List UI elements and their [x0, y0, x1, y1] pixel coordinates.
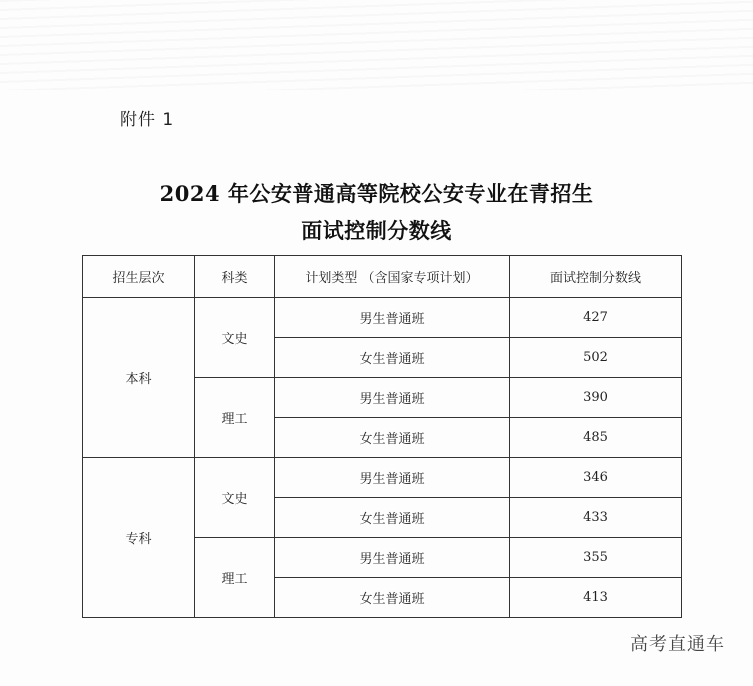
plan-cell: 男生普通班 — [275, 458, 510, 498]
score-table — [82, 255, 682, 618]
score-cell: 390 — [510, 378, 682, 418]
plan-cell: 女生普通班 — [275, 578, 510, 618]
page-bleed-texture — [0, 0, 753, 90]
plan-cell: 女生普通班 — [275, 498, 510, 538]
level-cell: 本科 — [83, 298, 195, 458]
subject-cell: 理工 — [195, 538, 275, 618]
score-cell: 346 — [510, 458, 682, 498]
document-title-line2: 面试控制分数线 — [301, 218, 452, 243]
header-level: 招生层次 — [83, 256, 195, 298]
score-cell: 502 — [510, 338, 682, 378]
score-cell: 413 — [510, 578, 682, 618]
table-header-row — [83, 256, 682, 298]
score-cell: 355 — [510, 538, 682, 578]
plan-cell: 男生普通班 — [275, 378, 510, 418]
header-plan-type: 计划类型 （含国家专项计划） — [275, 256, 510, 298]
header-subject: 科类 — [195, 256, 275, 298]
table-row — [83, 458, 682, 498]
table-row — [83, 298, 682, 338]
plan-cell: 女生普通班 — [275, 418, 510, 458]
document-title-line1: 2024 年公安普通高等院校公安专业在青招生 — [159, 181, 594, 206]
score-cell: 433 — [510, 498, 682, 538]
plan-cell: 女生普通班 — [275, 338, 510, 378]
header-score: 面试控制分数线 — [510, 256, 682, 298]
level-cell: 专科 — [83, 458, 195, 618]
subject-cell: 文史 — [195, 458, 275, 538]
score-cell: 427 — [510, 298, 682, 338]
plan-cell: 男生普通班 — [275, 298, 510, 338]
score-cell: 485 — [510, 418, 682, 458]
plan-cell: 男生普通班 — [275, 538, 510, 578]
subject-cell: 理工 — [195, 378, 275, 458]
attachment-label: 附件 1 — [120, 110, 175, 130]
subject-cell: 文史 — [195, 298, 275, 378]
watermark-text: 高考直通车 — [630, 634, 725, 655]
